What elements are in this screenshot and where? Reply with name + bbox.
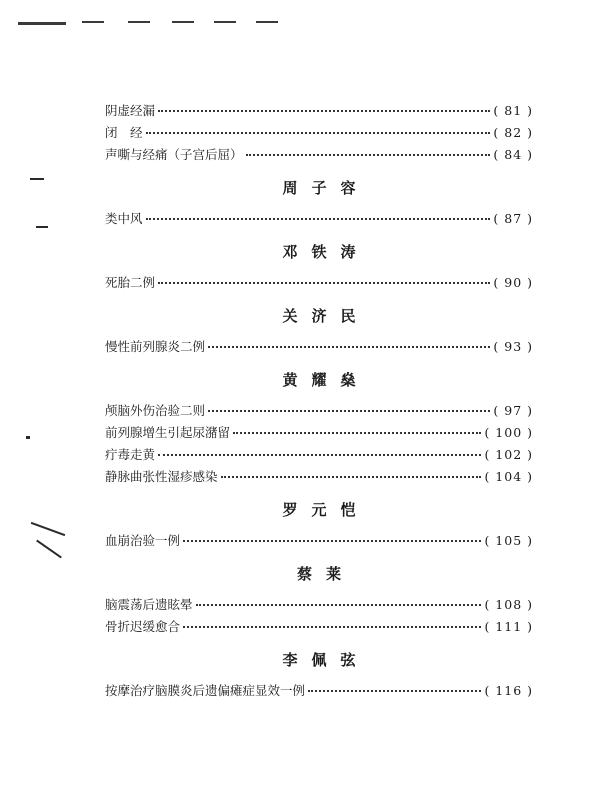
entry-page-number: ( 111 )	[484, 619, 533, 634]
entry-page-number: ( 82 )	[493, 125, 533, 140]
dot-leader	[146, 132, 491, 134]
scan-speck	[36, 226, 48, 228]
entry-title: 疔毒走黄	[105, 447, 156, 462]
dot-leader	[158, 110, 490, 112]
scan-mark	[128, 21, 150, 23]
scan-mark	[256, 21, 278, 23]
entry-title: 声嘶与经痛（子宫后屈）	[105, 147, 243, 162]
entry-page-number: ( 81 )	[493, 103, 533, 118]
toc-entry[interactable]	[105, 422, 533, 444]
entry-title: 类中风	[105, 211, 143, 226]
scan-mark	[214, 21, 236, 23]
author-heading: 罗元恺	[282, 501, 370, 519]
entry-page-number: ( 104 )	[484, 469, 533, 484]
author-heading: 关济民	[282, 307, 370, 325]
entry-page-number: ( 105 )	[484, 533, 533, 548]
entry-title: 死胎二例	[105, 275, 156, 290]
author-heading: 蔡莱	[296, 565, 355, 583]
entry-page-number: ( 90 )	[493, 275, 533, 290]
author-heading: 周子容	[282, 179, 370, 197]
dot-leader	[208, 346, 490, 348]
entry-page-number: ( 93 )	[493, 339, 533, 354]
toc-entry[interactable]	[105, 336, 533, 358]
toc-entry[interactable]	[105, 208, 533, 230]
toc-entry[interactable]	[105, 400, 533, 422]
dot-leader	[183, 540, 481, 542]
entry-page-number: ( 100 )	[484, 425, 533, 440]
toc-entry[interactable]	[105, 680, 533, 702]
entry-title: 骨折迟缓愈合	[105, 619, 181, 634]
dot-leader	[158, 454, 481, 456]
entry-title: 按摩治疗脑膜炎后遗偏瘫症显效一例	[105, 683, 306, 698]
entry-page-number: ( 116 )	[484, 683, 533, 698]
dot-leader	[221, 476, 482, 478]
entry-title: 慢性前列腺炎二例	[105, 339, 206, 354]
entry-title: 脑震荡后遗眩晕	[105, 597, 193, 612]
table-of-contents	[105, 100, 533, 702]
entry-title: 静脉曲张性湿疹感染	[105, 469, 218, 484]
scan-speck	[31, 522, 66, 536]
entry-page-number: ( 108 )	[484, 597, 533, 612]
entry-title: 闭 经	[105, 125, 143, 140]
entry-page-number: ( 84 )	[493, 147, 533, 162]
dot-leader	[246, 154, 491, 156]
scan-mark	[82, 21, 104, 23]
scan-speck	[26, 436, 30, 439]
toc-entry[interactable]	[105, 616, 533, 638]
toc-entry[interactable]	[105, 144, 533, 166]
toc-entry[interactable]	[105, 122, 533, 144]
scan-mark	[172, 21, 194, 23]
toc-entry[interactable]	[105, 594, 533, 616]
toc-entry[interactable]	[105, 444, 533, 466]
toc-entry[interactable]	[105, 100, 533, 122]
entry-page-number: ( 97 )	[493, 403, 533, 418]
toc-entry[interactable]	[105, 530, 533, 552]
entry-title: 阴虚经漏	[105, 103, 156, 118]
entry-title: 前列腺增生引起尿潴留	[105, 425, 231, 440]
scan-speck	[36, 540, 62, 559]
entry-title: 颅脑外伤治验二则	[105, 403, 206, 418]
scan-speck	[30, 178, 44, 180]
dot-leader	[183, 626, 481, 628]
dot-leader	[196, 604, 482, 606]
toc-entry[interactable]	[105, 466, 533, 488]
entry-page-number: ( 87 )	[493, 211, 533, 226]
scan-mark	[18, 22, 66, 25]
dot-leader	[208, 410, 490, 412]
dot-leader	[308, 690, 481, 692]
dot-leader	[146, 218, 491, 220]
entry-title: 血崩治验一例	[105, 533, 181, 548]
dot-leader	[158, 282, 490, 284]
entry-page-number: ( 102 )	[484, 447, 533, 462]
dot-leader	[233, 432, 481, 434]
author-heading: 李佩弦	[282, 651, 370, 669]
author-heading: 邓铁涛	[282, 243, 370, 261]
author-heading: 黄耀燊	[282, 371, 370, 389]
toc-entry[interactable]	[105, 272, 533, 294]
